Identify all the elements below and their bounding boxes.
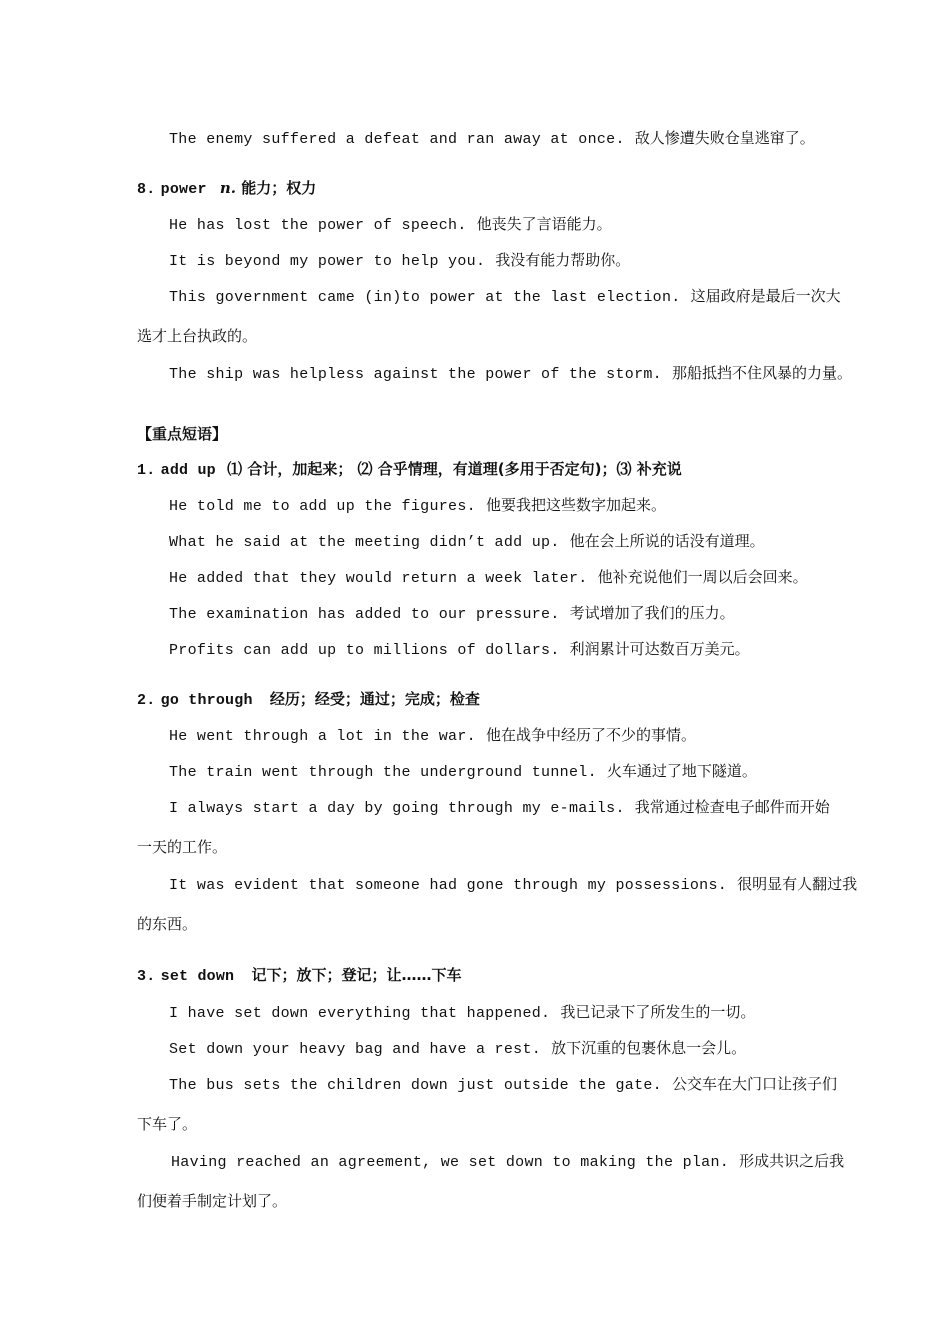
chinese-translation: 利润累计可达数百万美元。 xyxy=(569,640,750,658)
example-sentence xyxy=(169,1002,755,1024)
english-text: He added that they would return a week later. xyxy=(169,570,588,587)
phrase-heading xyxy=(137,965,462,987)
phrase-meaning: ⑴ 合计，加起来； ⑵ 合乎情理，有道理(多用于否定句)；⑶ 补充说 xyxy=(227,460,682,478)
section-heading xyxy=(137,424,227,444)
example-sentence xyxy=(169,250,630,272)
chinese-translation: 那船抵挡不住风暴的力量。 xyxy=(671,364,852,382)
vocab-meaning: 能力；权力 xyxy=(241,179,317,197)
chinese-translation: 他在战争中经历了不少的事情。 xyxy=(485,726,696,744)
example-sentence xyxy=(169,603,735,625)
item-number: 1. xyxy=(137,462,156,479)
english-text: He told me to add up the figures. xyxy=(169,498,476,515)
english-text: The enemy suffered a defeat and ran away at once. xyxy=(169,131,625,148)
english-text: The ship was helpless against the power of the storm. xyxy=(169,366,662,383)
example-sentence xyxy=(169,363,852,385)
item-number: 2. xyxy=(137,692,156,709)
sentence-continuation xyxy=(137,914,197,934)
english-text: It was evident that someone had gone through my possessions. xyxy=(169,877,728,894)
chinese-translation: 敌人惨遭失败仓皇逃窜了。 xyxy=(634,129,815,147)
english-text: The train went through the underground tunnel. xyxy=(169,764,597,781)
example-sentence xyxy=(169,286,841,308)
sentence-continuation xyxy=(137,837,227,857)
phrase-meaning: 经历；经受；通过；完成；检查 xyxy=(269,690,480,708)
chinese-translation: 这届政府是最后一次大 xyxy=(690,287,841,305)
sentence-continuation xyxy=(137,1191,287,1211)
chinese-translation: 选才上台执政的。 xyxy=(137,327,258,345)
chinese-translation: 他在会上所说的话没有道理。 xyxy=(569,532,765,550)
english-text: He went through a lot in the war. xyxy=(169,728,476,745)
chinese-translation: 下车了。 xyxy=(137,1115,198,1133)
english-text: Having reached an agreement, we set down to making the plan. xyxy=(171,1154,730,1171)
chinese-translation: 们便着手制定计划了。 xyxy=(137,1192,288,1210)
sentence-continuation xyxy=(137,1114,197,1134)
english-text: I have set down everything that happened. xyxy=(169,1005,551,1022)
section-title: 【重点短语】 xyxy=(137,425,228,443)
english-text: The bus sets the children down just outside the gate. xyxy=(169,1077,662,1094)
sentence-continuation xyxy=(137,326,257,346)
example-sentence xyxy=(171,1151,844,1173)
item-number: 8. xyxy=(137,181,156,198)
part-of-speech: n. xyxy=(219,179,237,197)
vocab-heading xyxy=(137,178,316,200)
example-sentence xyxy=(169,874,857,896)
example-sentence xyxy=(169,725,696,747)
english-text: This government came (in)to power at the last election. xyxy=(169,289,681,306)
chinese-translation: 我常通过检查电子邮件而开始 xyxy=(634,798,830,816)
example-sentence xyxy=(169,128,815,150)
item-number: 3. xyxy=(137,968,156,985)
english-text: I always start a day by going through my e-mails. xyxy=(169,800,625,817)
vocab-word: power xyxy=(160,181,207,198)
phrase-heading xyxy=(137,459,682,481)
chinese-translation: 公交车在大门口让孩子们 xyxy=(671,1075,837,1093)
english-text: The examination has added to our pressure. xyxy=(169,606,560,623)
chinese-translation: 我已记录下了所发生的一切。 xyxy=(560,1003,756,1021)
chinese-translation: 形成共识之后我 xyxy=(739,1152,845,1170)
example-sentence xyxy=(169,1074,837,1096)
example-sentence xyxy=(169,1038,746,1060)
english-text: Set down your heavy bag and have a rest. xyxy=(169,1041,542,1058)
chinese-translation: 很明显有人翻过我 xyxy=(737,875,858,893)
chinese-translation: 他要我把这些数字加起来。 xyxy=(485,496,666,514)
example-sentence xyxy=(169,495,666,517)
english-text: Profits can add up to millions of dollars. xyxy=(169,642,560,659)
english-text: It is beyond my power to help you. xyxy=(169,253,486,270)
chinese-translation: 火车通过了地下隧道。 xyxy=(606,762,757,780)
example-sentence xyxy=(169,531,765,553)
phrase-word: go through xyxy=(160,692,253,709)
example-sentence xyxy=(169,214,612,236)
chinese-translation: 他补充说他们一周以后会回来。 xyxy=(597,568,808,586)
phrase-word: set down xyxy=(160,968,235,985)
phrase-word: add up xyxy=(160,462,216,479)
chinese-translation: 考试增加了我们的压力。 xyxy=(569,604,735,622)
example-sentence xyxy=(169,639,750,661)
phrase-heading xyxy=(137,689,480,711)
english-text: He has lost the power of speech. xyxy=(169,217,467,234)
chinese-translation: 一天的工作。 xyxy=(137,838,228,856)
example-sentence xyxy=(169,797,830,819)
phrase-meaning: 记下；放下；登记；让……下车 xyxy=(251,966,462,984)
chinese-translation: 我没有能力帮助你。 xyxy=(495,251,631,269)
chinese-translation: 放下沉重的包裹休息一会儿。 xyxy=(551,1039,747,1057)
english-text: What he said at the meeting didn’t add up. xyxy=(169,534,560,551)
chinese-translation: 的东西。 xyxy=(137,915,198,933)
example-sentence xyxy=(169,761,757,783)
chinese-translation: 他丧失了言语能力。 xyxy=(476,215,612,233)
example-sentence xyxy=(169,567,808,589)
